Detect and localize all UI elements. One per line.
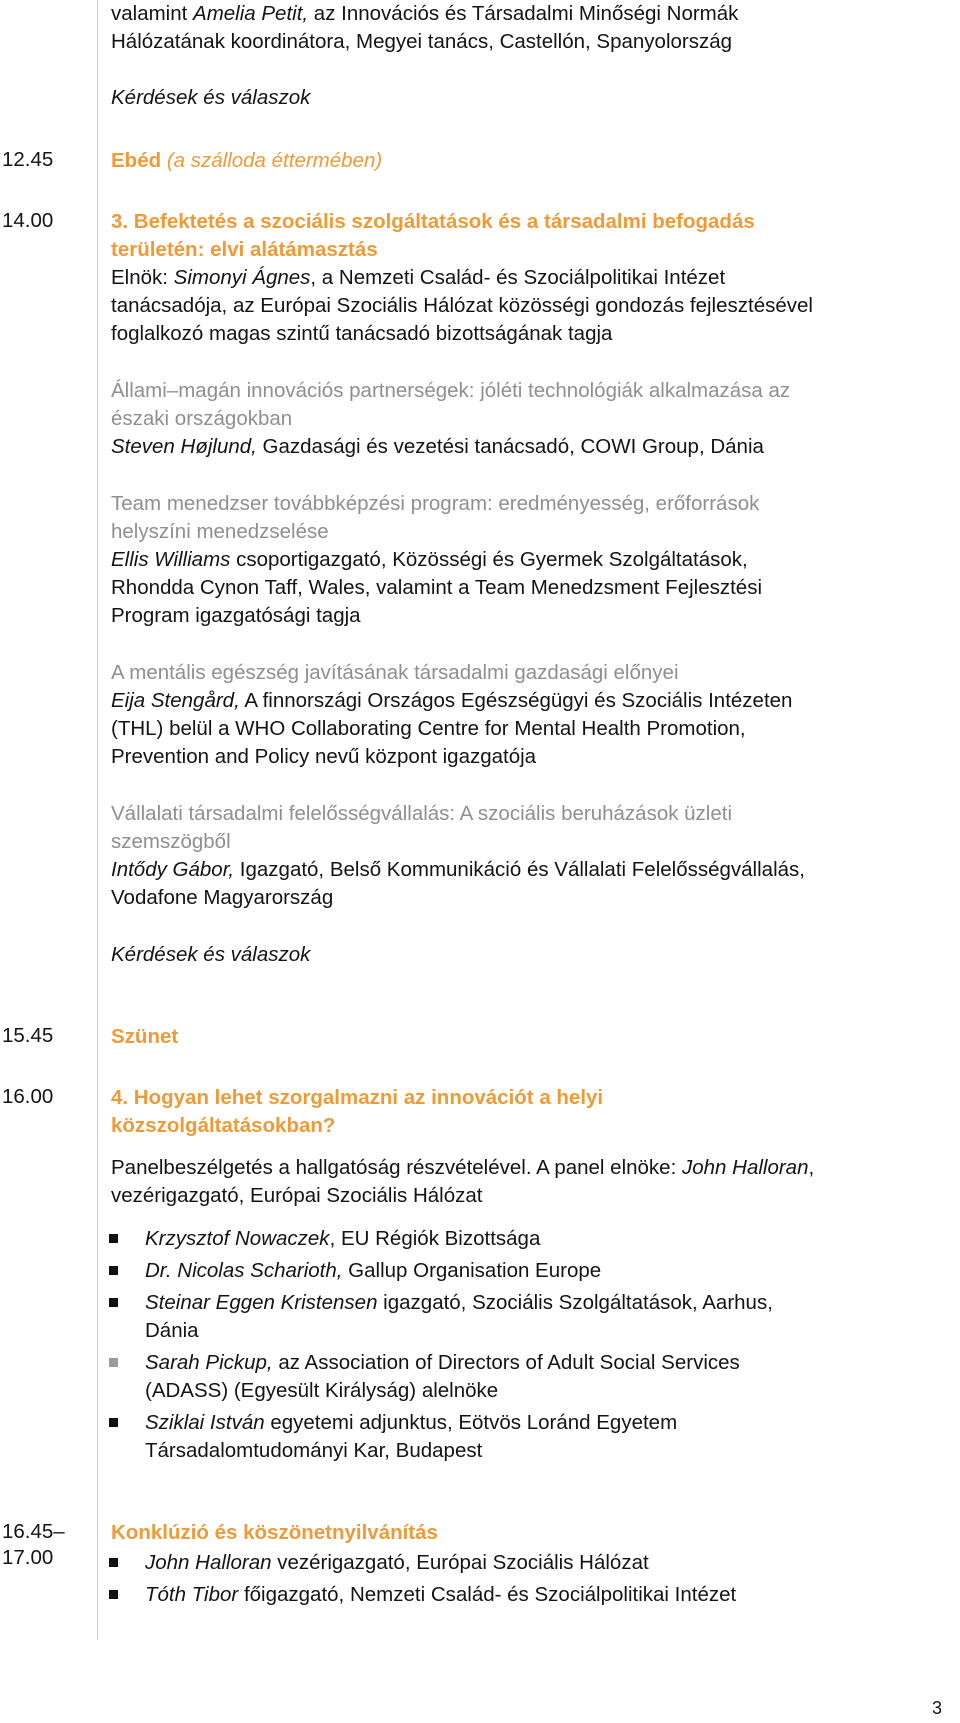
talk-speaker-cont: Rhondda Cynon Taff, Wales, valamint a Team Menedzsment Fejlesztési bbox=[111, 576, 763, 599]
bullet-icon bbox=[109, 1418, 118, 1427]
talk-speaker-cont: (THL) belül a WHO Collaborating Centre for Mental Health Promotion, bbox=[111, 717, 746, 740]
session-title: 3. Befektetés a szociális szolgáltatások és a társadalmi befogadás bbox=[111, 210, 755, 233]
lunch-title: Ebéd (a szálloda éttermében) bbox=[111, 149, 383, 172]
bullet-icon bbox=[109, 1298, 118, 1307]
break-title: Szünet bbox=[111, 1025, 179, 1048]
time-label: 16.00 bbox=[2, 1085, 54, 1108]
list-item: John Halloran vezérigazgató, Európai Szociális Hálózat bbox=[104, 1549, 957, 1577]
talk-speaker-cont: Prevention and Policy nevű központ igazgatója bbox=[111, 745, 537, 768]
time-label: 12.45 bbox=[2, 148, 54, 171]
time-label: 16.45– 17.00 bbox=[2, 1520, 65, 1569]
bullet-icon bbox=[109, 1590, 118, 1599]
page-number: 3 bbox=[932, 1698, 943, 1718]
talk-item bbox=[111, 659, 957, 771]
list-item: Tóth Tibor főigazgató, Nemzeti Család- és Szociálpolitikai Intézet bbox=[104, 1581, 957, 1609]
time-label: 15.45 bbox=[2, 1024, 54, 1047]
top-line-2: Hálózatának koordinátora, Megyei tanács, Castellón, Spanyolország bbox=[111, 30, 733, 53]
bullet-icon bbox=[109, 1234, 118, 1243]
list-item: Dr. Nicolas Scharioth, Gallup Organisation Europe bbox=[104, 1257, 957, 1285]
panel-intro-cont: vezérigazgató, Európai Szociális Hálózat bbox=[111, 1184, 483, 1207]
talk-speaker: Ellis Williams csoportigazgató, Közösségi és Gyermek Szolgáltatások, bbox=[111, 548, 748, 571]
talk-speaker: Eija Stengård, A finnországi Országos Egészségügyi és Szociális Intézeten bbox=[111, 689, 793, 712]
session-title: 4. Hogyan lehet szorgalmazni az innovációt a helyi bbox=[111, 1086, 604, 1109]
qa-label: Kérdések és válaszok bbox=[111, 86, 311, 109]
session-title-cont: területén: elvi alátámasztás bbox=[111, 238, 378, 261]
list-item: Steinar Eggen Kristensen igazgató, Szociális Szolgáltatások, Aarhus, Dánia bbox=[104, 1289, 957, 1345]
talk-speaker: Intődy Gábor, Igazgató, Belső Kommunikáció és Vállalati Felelősségvállalás, bbox=[111, 858, 805, 881]
chair-line: foglalkozó magas szintű tanácsadó bizottságának tagja bbox=[111, 322, 613, 345]
time-label: 14.00 bbox=[2, 209, 54, 232]
bullet-icon bbox=[109, 1266, 118, 1275]
panelist-list bbox=[104, 1225, 957, 1465]
bullet-icon bbox=[109, 1358, 118, 1367]
talk-title: helyszíni menedzselése bbox=[111, 520, 329, 543]
timeline-divider bbox=[97, 0, 98, 1640]
talk-speaker-cont: Program igazgatósági tagja bbox=[111, 604, 361, 627]
talk-title: szemszögből bbox=[111, 830, 231, 853]
talk-item bbox=[111, 490, 957, 630]
conclusion-title: Konklúzió és köszönetnyilvánítás bbox=[111, 1521, 438, 1544]
conclusion-list bbox=[104, 1549, 957, 1609]
talk-title: északi országokban bbox=[111, 407, 293, 430]
talk-title: A mentális egészség javításának társadalmi gazdasági előnyei bbox=[111, 661, 679, 684]
talk-title: Állami–magán innovációs partnerségek: jóléti technológiák alkalmazása az bbox=[111, 379, 791, 402]
panel-chair-name: John Halloran bbox=[681, 1156, 809, 1179]
top-line-1: valamint Amelia Petit, az Innovációs és Társadalmi Minőségi Normák bbox=[111, 2, 739, 25]
talk-speaker-cont: Vodafone Magyarország bbox=[111, 886, 334, 909]
bullet-icon bbox=[109, 1558, 118, 1567]
talk-item bbox=[111, 800, 957, 912]
talk-title: Vállalati társadalmi felelősségvállalás: A szociális beruházások üzleti bbox=[111, 802, 733, 825]
chair-line: Elnök: Simonyi Ágnes, a Nemzeti Család- és Szociálpolitikai Intézet bbox=[111, 266, 726, 289]
list-item: Krzysztof Nowaczek, EU Régiók Bizottsága bbox=[104, 1225, 957, 1253]
talk-speaker: Steven Højlund, Gazdasági és vezetési tanácsadó, COWI Group, Dánia bbox=[111, 435, 764, 458]
chair-name: Simonyi Ágnes bbox=[173, 266, 311, 289]
list-item: Sziklai István egyetemi adjunktus, Eötvös Loránd Egyetem Társadalomtudományi Kar, Budapest bbox=[104, 1409, 957, 1465]
panel-intro: Panelbeszélgetés a hallgatóság részvételével. A panel elnöke: John Halloran, bbox=[111, 1156, 815, 1179]
qa-label: Kérdések és válaszok bbox=[111, 943, 311, 966]
talk-title: Team menedzser továbbképzési program: eredményesség, erőforrások bbox=[111, 492, 760, 515]
speaker-name: Amelia Petit, bbox=[193, 2, 309, 25]
chair-line: tanácsadója, az Európai Szociális Hálózat közösségi gondozás fejlesztésével bbox=[111, 294, 813, 317]
session-title-cont: közszolgáltatásokban? bbox=[111, 1114, 336, 1137]
talk-item bbox=[111, 377, 957, 461]
list-item: Sarah Pickup, az Association of Directors of Adult Social Services (ADASS) (Egyesült Királyság) alelnöke bbox=[104, 1349, 957, 1405]
